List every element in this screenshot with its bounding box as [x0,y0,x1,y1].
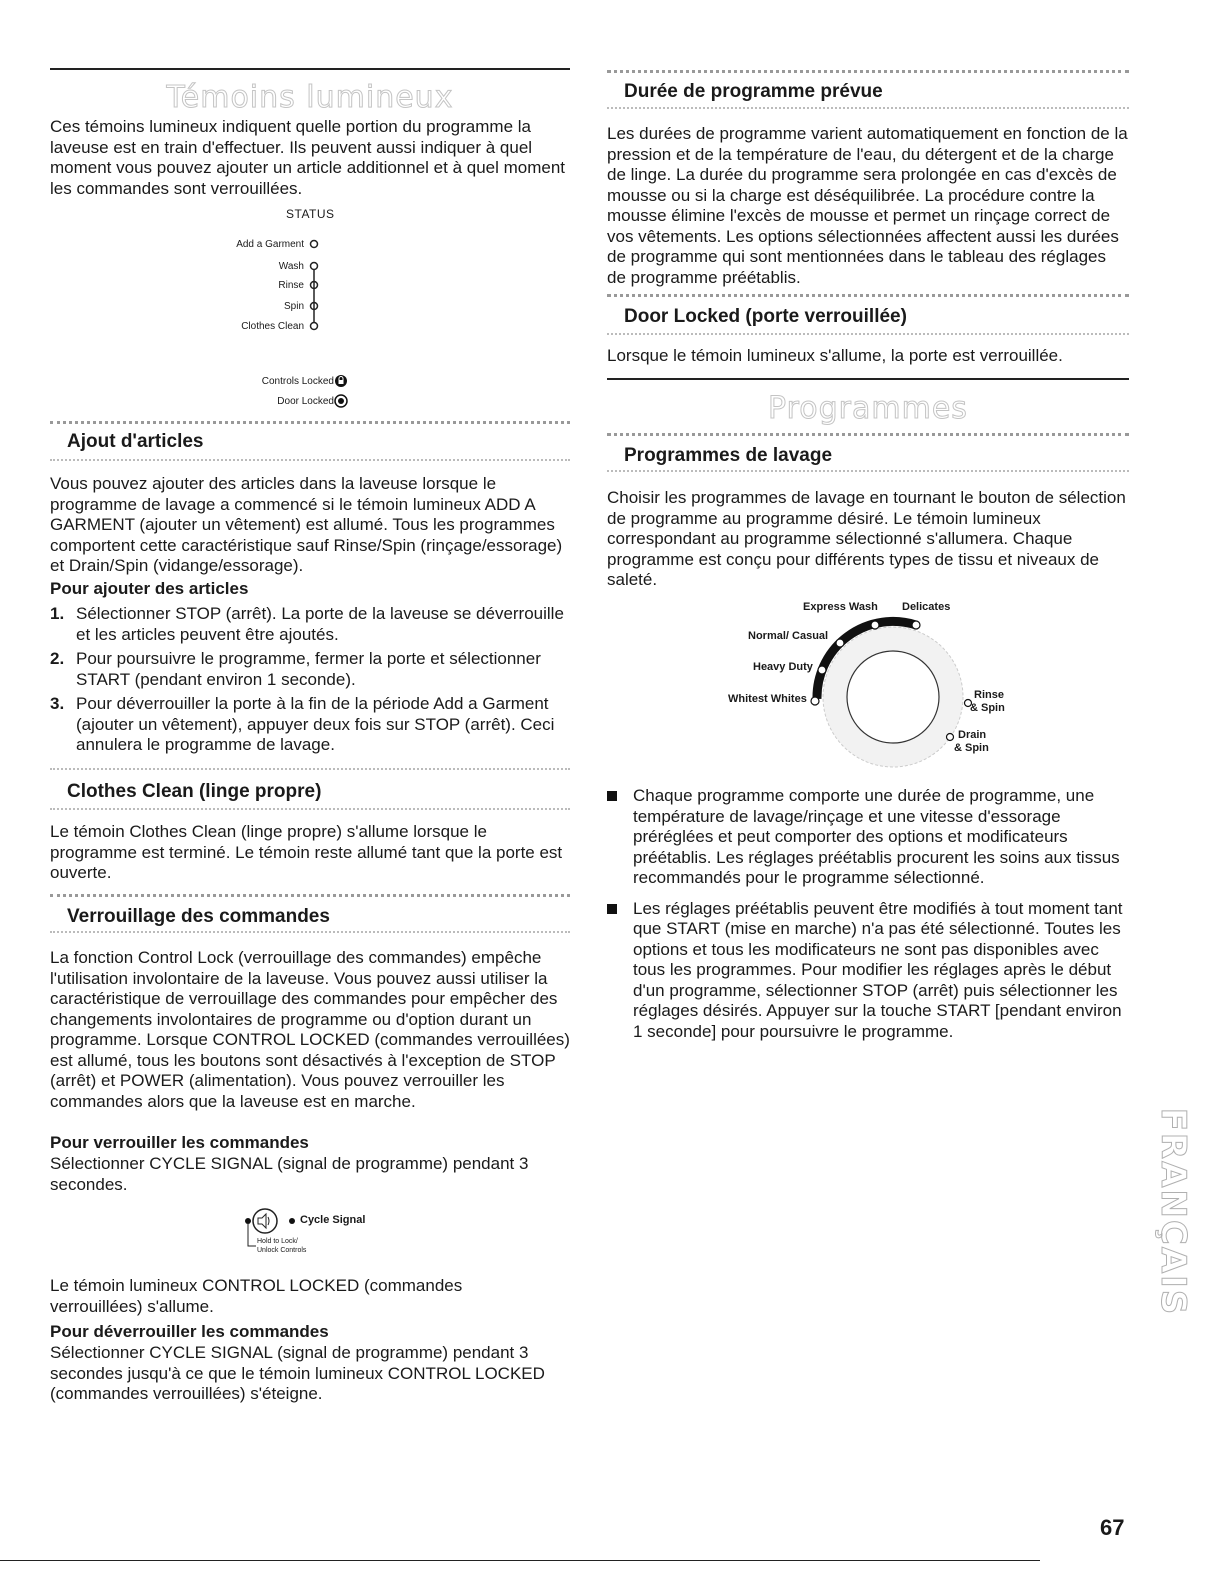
status-lights-icon [304,237,324,337]
page-number: 67 [1100,1515,1125,1540]
dial-label-drain: Drain [958,729,987,741]
subheading-verrouiller: Pour verrouiller les commandes [50,1133,309,1152]
list-item [50,649,570,690]
bullet-icon [607,791,617,801]
list-item [50,694,570,756]
ajout-steps-list [50,604,570,756]
subheading-deverrouiller: Pour déverrouiller les commandes [50,1322,329,1341]
language-tab-label: FRANÇAIS [1153,1107,1193,1317]
bullet-text: Les réglages préétablis peuvent être modifiés à tout moment tant que START (mise en marche) n'a pas été sélectionné. Toutes les options et tous les modificateurs ne sont pas disponibles avec tous les programmes. Pour modifier les réglages après le début d'un programme, sélectionner STOP (arrêt) puis sélectionner les réglages désirés. Appuyer sur la touche START [pendant environ 1 seconde] pour poursuivre le programme. [633,898,1123,1041]
deverrouiller-text: Sélectionner CYCLE SIGNAL (signal de programme) pendant 3 secondes jusqu'à ce que le témoin lumineux CONTROL LOCKED (commandes verrouillées) s'éteigne. [50,1343,545,1403]
divider [607,333,1129,335]
status-item-clothes-clean: Clothes Clean [241,321,304,332]
cycle-selector-dial [728,595,1020,775]
hold-to-lock-label: Hold to Lock/ [257,1238,298,1245]
status-door-locked: Door Locked [277,396,334,407]
verrouillage-text: La fonction Control Lock (verrouillage des commandes) empêche l'utilisation involontaire de la laveuse. Vous pouvez aussi utiliser la caractéristique de verrouillage des commandes pour empêcher des changements involontaires de programme ou d'option durant un programme. Lorsque CONTROL LOCKED (commandes verrouillées) est allumé, tous les boutons sont désactivés à l'exception de STOP (arrêt) et POWER (alimentation). Vous pouvez verrouiller les commandes alors que la laveuse est en marche. [50,948,570,1111]
status-item-wash: Wash [278,261,304,272]
dial-label-express-wash: Express Wash [803,601,878,613]
ajout-text: Vous pouvez ajouter des articles dans la laveuse lorsque le programme de lavage a commencé si le témoin lumineux ADD A GARMENT (ajouter un vêtement) est allumé. Tous les programmes comportent cette caractéristique sauf Rinse/Spin (rinçage/essorage) et Drain/Spin (vidange/essorage). [50,474,563,575]
subheading-pour-ajouter: Pour ajouter des articles [50,579,249,598]
divider [607,70,1129,73]
list-item [50,604,570,645]
programmes-lavage-text: Choisir les programmes de lavage en tournant le bouton de sélection de programme au programme désiré. Le témoin lumineux correspondant au programme sélectionné s'allumera. Chaque programme est conçu pour différents types de tissu et niveaux de saleté. [607,488,1126,589]
heading-duree-programme: Durée de programme prévue [624,81,883,102]
bottom-rule [0,1560,1040,1561]
dial-label-whitest-whites: Whitest Whites [728,693,807,705]
status-item-spin: Spin [283,301,304,312]
divider [50,459,570,461]
divider [607,433,1129,436]
verrouiller-text: Sélectionner CYCLE SIGNAL (signal de programme) pendant 3 secondes. [50,1154,529,1194]
step-number: 1. [50,604,65,623]
clothes-clean-text: Le témoin Clothes Clean (linge propre) s'allume lorsque le programme est terminé. Le témoin reste allumé tant que la porte est ouverte. [50,822,563,882]
status-title: STATUS [286,207,335,221]
heading-ajout-articles: Ajout d'articles [67,431,204,452]
status-item-add-garment: Add a Garment [236,239,304,250]
divider [607,294,1129,297]
dial-label-rinse: Rinse [974,689,1004,701]
cycle-signal-illustration [243,1205,393,1265]
divider [50,894,570,897]
intro-text: Ces témoins lumineux indiquent quelle portion du programme la laveuse est en train d'effectuer. Ils peuvent aussi indiquer à quel moment vous pouvez ajouter un article additionnel et à quel moment les commandes sont verrouillées. [50,117,566,198]
list-item [607,899,1129,1043]
bullet-icon [607,904,617,914]
step-text: Pour déverrouiller la porte à la fin de la période Add a Garment (ajouter un vêtement), appuyer deux fois sur STOP (arrêt). Ceci annulera le programme de lavage. [76,694,555,754]
after-lock-text: Le témoin lumineux CONTROL LOCKED (commandes verrouillées) s'allume. [50,1276,463,1316]
step-text: Sélectionner STOP (arrêt). La porte de la laveuse se déverrouille et les articles peuvent être ajoutés. [76,604,564,644]
lock-icon [334,374,348,388]
divider [607,107,1129,109]
step-number: 2. [50,649,65,668]
heading-programmes-lavage: Programmes de lavage [624,445,833,466]
status-controls-locked: Controls Locked [261,376,334,387]
top-rule-right [607,378,1129,380]
divider [50,808,570,810]
status-panel [230,205,390,405]
heading-door-locked: Door Locked (porte verrouillée) [624,306,907,327]
section-title-temoins: Témoins lumineux [166,80,454,115]
duree-text: Les durées de programme varient automatiquement en fonction de la pression et de la température de l'eau, du détergent et de la charge de linge. La durée du programme sera prolongée en cas d'excès de mousse ou si la charge est déséquilibrée. La procédure contre la mousse élimine l'excès de mousse et permet un rinçage correct de vos vêtements. Les options sélectionnées affectent aussi les durées de programme qui sont mentionnées dans le tableau des réglages de programme préétablis. [607,124,1128,287]
door-locked-icon [334,394,348,408]
status-item-rinse: Rinse [278,280,304,291]
dial-label-rinse-spin: & Spin [970,702,1005,714]
bullet-text: Chaque programme comporte une durée de programme, une température de lavage/rinçage et une vitesse d'essorage préréglées et peut comporter des options et modificateurs préétablis. Les réglages préétablis procurent les soins aux tissus recommandés pour le programme sélectionné. [633,786,1120,887]
unlock-controls-label: Unlock Controls [257,1247,307,1254]
cycle-signal-label: Cycle Signal [300,1214,366,1226]
programmes-bullets [607,786,1129,1042]
section-title-programmes: Programmes [768,391,968,426]
divider [607,470,1129,472]
divider [50,421,570,424]
divider [50,768,570,770]
language-side-tab [1155,1080,1191,1340]
heading-clothes-clean: Clothes Clean (linge propre) [67,781,322,802]
divider [50,931,570,933]
list-item [607,786,1129,889]
dial-label-drain-spin: & Spin [954,742,989,754]
top-rule-left [50,68,570,70]
step-text: Pour poursuivre le programme, fermer la porte et sélectionner START (pendant environ 1 seconde). [76,649,541,689]
indicator-dot-icon [288,1217,296,1225]
dial-label-heavy-duty: Heavy Duty [753,661,813,673]
dial-label-normal-casual: Normal/ Casual [748,630,829,642]
heading-verrouillage: Verrouillage des commandes [67,906,330,927]
door-locked-text: Lorsque le témoin lumineux s'allume, la porte est verrouillée. [607,346,1063,365]
dial-label-delicates: Delicates [902,601,951,613]
step-number: 3. [50,694,65,713]
